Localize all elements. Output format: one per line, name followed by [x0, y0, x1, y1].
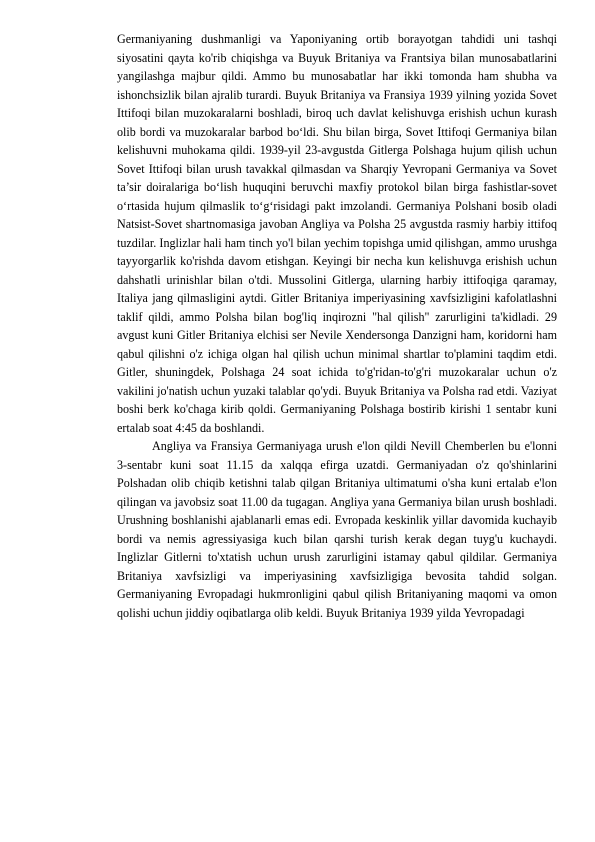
paragraph-diplomacy-1939: Germaniyaning dushmanligi va Yaponiyaning ortib borayotgan tahdidi uni tashqi siyosatini qayta ko'rib chiqishga va Buyuk Britaniya va Frantsiya bilan munosabatlarini yangilashga majbur qildi. Ammo bu munosabatlar har ikki tomonda ham shubha va ishonchsizlik bilan ajralib turardi. Buyuk Britaniya va Fransiya 1939 yilning yozida Sovet Ittifoqi bilan muzokaralarni boshladi, biroq uch davlat kelishuvga erishish uchun kurash olib bordi va muzokaralar barbod bo‘ldi. Shu bilan birga, Sovet Ittifoqi Germaniya bilan kelishuvni muhokama qildi. 1939-yil 23-avgustda Gitlerga Polshaga hujum qilish uchun Sovet Ittifoqi bilan urush tavakkal qilmasdan va Sharqiy Yevropani Germaniya va Sovet ta’sir doiralariga bo‘lish huquqini beruvchi maxfiy protokol bilan birga fashistlar-sovet o‘rtasida hujum qilmaslik to‘g‘risidagi pakt imzolandi. Germaniya Polshani bosib oladi Natsist-Sovet shartnomasiga javoban Angliya va Polsha 25 avgustda rasmiy harbiy ittifoq tuzdilar. Inglizlar hali ham tinch yo'l bilan yechim topishga umid qilishgan, ammo urushga tayyorgarlik ko'rishda davom etishgan. Keyingi bir necha kun kelishuvga erishish uchun dahshatli urinishlar bilan o'tdi. Mussolini Gitlerga, ularning harbiy ittifoqiga qaramay, Italiya jang qilmasligini aytdi. Gitler Britaniya imperiyasining xavfsizligini kafolatlashni taklif qildi, ammo Polsha bilan bog'liq inqirozni "hal qilish" zarurligini ta'kidladi. 29 avgust kuni Gitler Britaniya elchisi ser Nevile Xendersonga Danzigni ham, koridorni ham qabul qilishni o'z ichiga olgan hal qilish uchun minimal shartlar to'plamini taqdim etdi. Gitler, shuningdek, Polshaga 24 soat ichida to'g'ridan-to'g'ri muzokaralar uchun o'z vakilini jo'natish uchun yuzaki talablar qo'ydi. Buyuk Britaniya va Polsha rad etdi. Vaziyat boshi berk ko'chaga kirib qoldi. Germaniyaning Polshaga bostirib kirishi 1 sentabr kuni ertalab soat 4:45 da boshlandi. — [117, 32, 557, 435]
paragraph-war-declaration: Angliya va Fransiya Germaniyaga urush e'lon qildi Nevill Chemberlen bu e'lonni 3-sentabr kuni soat 11.15 da xalqqa efirga uzatdi. Germaniyadan o'z qo'shinlarini Polshadan olib chiqib ketishni talab qilgan Britaniya ultimatumi o'sha kuni ertalab e'lon qilingan va javobsiz soat 11.00 da tugagan. Angliya yana Germaniya bilan urush boshladi. Urushning boshlanishi ajablanarli emas edi. Evropada keskinlik yillar davomida kuchayib bordi va nemis agressiyasiga kuch bilan qarshi turish kerak degan tuyg'u kuchaydi. Inglizlar Gitlerni to'xtatish uchun urush zarurligini istamay qabul qildilar. Germaniya Britaniya xavfsizligi va imperiyasining xavfsizligiga bevosita tahdid solgan. Germaniyaning Evropadagi hukmronligini qabul qilish Britaniyaning maqomi va omon qolishi uchun jiddiy oqibatlarga olib keldi. Buyuk Britaniya 1939 yilda Yevropadagi — [117, 439, 557, 620]
document-page — [117, 30, 557, 622]
